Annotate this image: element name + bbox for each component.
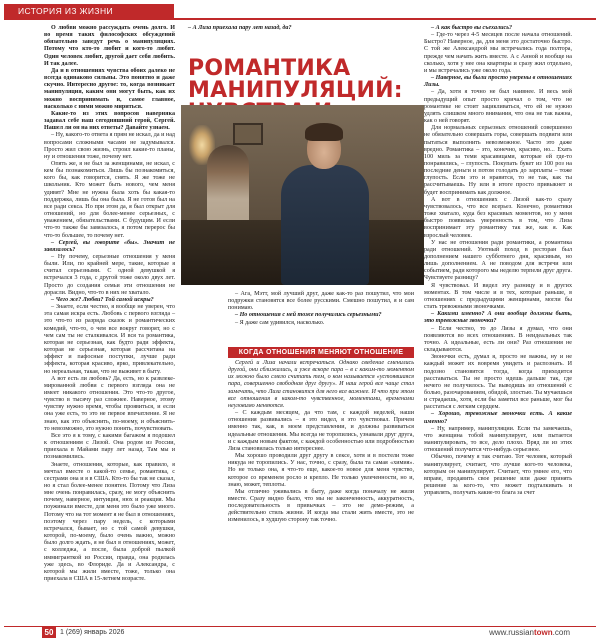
- paragraph: – Да, хотя я точно не был наивнее. И весь мой предыдущий опыт просто кричал о том, что не романтике не стоит зацикливаться, что ей не нужно удлять слишком много внимания, что она не так важна, как о ней говорят.: [424, 89, 572, 125]
- paragraph: – Чего же? Любви? Той самой искры?: [51, 296, 154, 303]
- paragraph: – С каждым месяцем, да что там, с каждой неделей, наши отношения развивались – я это видел, я это чувствовал. Причем именно так, как, в моем представлении, и должны развиваться идеальные отношения. Мы всегда не торопились, узнавали друг друга, и с каждым новым фактом, с каждой особенностью или подробностью Лиза становилась только интереснее.: [228, 410, 414, 452]
- paragraph: – Наверное, вы были просто уверены в отношениях Лизы.: [424, 75, 572, 89]
- paragraph: – А Лиза приехала пару лет назад, да?: [188, 25, 292, 31]
- paragraph: – Но отношения с ней тоже получились серьезными?: [235, 312, 382, 319]
- column-3: [424, 25, 572, 497]
- paragraph: Все это я к тому, с какими багажом я подошел к отношениям с Лизой. Она родом из России, приехала в Майами пару лет назад. Там мы и познакомились.: [44, 432, 175, 461]
- title-line-1: РОМАНТИКА МАНИПУЛЯЦИЙ:: [188, 56, 403, 103]
- man-figure: [277, 123, 369, 285]
- paragraph: Обычно, почему я так считаю. Тот человек, который манипулирует, считает, что лучше кого-то человека, которым он манипулирует. Считает, что умнее его, что вправе, продавить свое решение или даже принять решение за кого-то, что может подталкивать и управлять, получать какие-то блага за счет: [424, 454, 572, 497]
- column-1: [44, 25, 175, 583]
- paragraph: Звоночки есть, думал я, просто не важны, ну и не каждый может их вовремя увидеть и распознать. И подозно становится тогда, когда приходится расставаться. Ты не просто идешь дальше так, где нечего не получилось. Ты выводишь из отношений с болью, разочарованием, обидой, злостью. Ты мучаешься и страдаешь, хотя, если бы заметил все раньше, мог бы расстаться с легким сердцем.: [424, 354, 572, 411]
- paragraph: Я чувствовал. И видел эту разницу и в других моментах. В том числе и в тех, которые раньше, в отношениях с предыдущими женщинами, могли бы стать тревожными звоночками.: [424, 282, 572, 311]
- paragraph: – Где-то через 4-5 месяцев после начала отношений. Быстро? Наверное, да, для меня это достаточно быстро. С той же Александрой мы встречались года полтора, прежде чем начать жить вместе. А с Анной и вообще на сколько, хотя у нее она квартиры и сразу жил отдельно, и мы встречались уже около года.: [424, 32, 572, 74]
- column-2-top: [181, 25, 417, 32]
- site-url[interactable]: www.russiantown.com: [489, 628, 570, 637]
- article-photo: [181, 105, 424, 285]
- paragraph: Сергей и Лиза начали встречаться. Однако сведение сменились другой, они сближались, и уже вскоре пара – в с каким-то моментом их можно было смело считать тем, о ком называется «устоявшаяся пара, совершенно свободная друг другу». И наш герой все чаще стал замечать, что Лиза становится для него все важнее. И что при этом все отношения в каком-то чувственное, моментами, временами неуловимо меняются.: [228, 360, 414, 409]
- section-subheading: КОГДА ОТНОШЕНИЯ МЕНЯЮТ ОТНОШЕНИЕ: [228, 347, 414, 358]
- paragraph: – А как быстро вы съехались?: [431, 25, 513, 31]
- paragraph: – Ну почему, серьезные отношения у меня были. Или, по крайней мере, такие, которые я считал серьезными. С одной девушкой я встречался 3 года, с другой тоже около двух лет. Просто до создания семьи эти отношения не дорасли. Видно, что-то в них не хватало.: [44, 254, 175, 296]
- paragraph: А вот в отношениях с Лизой как-то сразу чувствовалось, что все всерьез. Конечно, романтики тоже хватало, куда без красивых моментов, но у меня быстро появилась уверенность в том, что Лиза воспринимает эту романтику так же, как я. Как взрослый человек.: [424, 196, 572, 239]
- paragraph: Мы хорошо проводили друг другу в сексе, хотя и в постели тоже никуда не торопились. У нас, точно, с сразу, была та самая «химия». Но не только она, я что-то еще, какое-то новое для меня чувство, которое со временем росло и крепло. Не только увлеченности, но и, знаю, может, теплоты.: [228, 453, 414, 488]
- paragraph: У нас не отношения ради романтики, а романтика ради отношений. Уютный поход в ресторан был дополнением нашего субботнего дня, красивым, но лишь дополнением. А не поводом для встречи или событием, ради которого мы неделю терпели друг друга. Чувствуете разницу?: [424, 239, 572, 282]
- page-number: 50: [42, 627, 56, 638]
- paragraph: Опять же, я не был за женщинами, не искал, с кем бы познакомиться. Лишь бы познакомиться, кого бы, как говорится, снять. Я же тоже не школьник. Кто может быть нового, чем меня удивят? Мне не нужна была хоть бы какая-то поддержка, лишь бы она была. Я не готов был на все ради секса. Но при этом да, я был открыт для отношений, но для более-менее серьезных, с уважением, обязательствами. С будущим. И если что-то также бы завязалось, я потом перерос бы что-то большее, то почему нет.: [44, 160, 175, 239]
- paragraph: Какие-то из этих вопросов навернякa задавал себе наш сегодняшний герой, Сергей. Нашел ли он на них ответы? Давайте узнаем.: [44, 110, 175, 132]
- paragraph: – Ну, какого-то ответа я прям не искал, да и над вопросами сложными часами не задумывался. Просто жил свою жизнь, строил какие-то планы, ну и отношения тоже, почему нет.: [44, 132, 175, 160]
- paragraph: Мы отлично уживались в быту, даже когда поначалу не жили вместе. Сразу видно было, что мы не законченность, аккуратность, последовательность в привычках – это не демо-режим, а действительно стиль жизни. И когда мы стали жить вместе, это не изменилось, в худшую сторону так точно.: [228, 488, 414, 524]
- wall-picture: [233, 123, 263, 145]
- paragraph: – Какими именно? А они вообще должны быть, это тревожные звоночки?: [424, 311, 572, 325]
- paragraph: – Ага, Мэтт, мой лучший друг, даже как-то раз пошутил, что мои подружки становятся все более русскими. Смешно пошутил, я и сам понимаю.: [228, 291, 414, 312]
- section-rule: [4, 18, 596, 20]
- section-label: ИСТОРИЯ ИЗ ЖИЗНИ: [4, 4, 174, 18]
- paragraph: – Хорошо, тревожные звоночки есть. А какие именно?: [424, 411, 572, 425]
- paragraph: – Я даже сам удивился, насколько.: [235, 319, 325, 326]
- column-2-bottom: [228, 360, 414, 525]
- paragraph: Для нормальных серьезных отношений совершенно не обязательно совершать горы, совершать подвиги или пытаться выполнить невозможное. Часто это даже вредно. Романтика – это, конечно, красиво, но... Ехать 100 миль за теми красавицами, которые ей где-то понравились, – глупость. Покупать букет из 100 роз на последние деньги и потом голодать до зарплаты – тоже глупость. Если это и нравится, то не так, как ты рассчитываешь. Ну или в итоге просто привыкнет и будет воспринимать как должное.: [424, 125, 572, 196]
- paragraph: – Сергей, вы говорите «бы». Значит не завязалось?: [44, 239, 175, 253]
- paragraph: – Ну, например, манипуляции. Если ты замечаешь, что женщина тобой манипулирует, или пытается манипулировать, то все, дело плохо. Вряд ли из этих отношений получится что-нибудь серьезное.: [424, 425, 572, 454]
- issue-info: 1 (269) январь 2026: [60, 629, 125, 636]
- paragraph: Да и в отношениях чувства обоих далеко не всегда одинаково сильны. Это понятно и даже скучно. Интересно другое: то, когда возникает манипуляция, каким они могут быть, как их можно воспринимать и, самое главное, насколько с ними можно мириться.: [44, 67, 175, 110]
- paragraph: А вот есть ли любовь? Да, есть, но к развлеке-мированной любви с первого взгляда она не имеет никакого отношения. Это что-то другое, чувство в тысячу раз сложнее. Наверное, этому чувству нужно время, чтобы проявиться, и если она уже есть, то это не первое впечатление. Я не знаю, как это объяснить, по-моему, и объяснить-то невозможно, это нужно понять, почувствовать.: [44, 375, 175, 432]
- column-2-middle: [228, 291, 414, 327]
- paragraph: О любви можно рассуждать очень долго. И во время таких философских обсуждений обязательно заведут речь о манипуляциях. Потому что кто-то любит и кого-то любят. Один человек любит, другой дает себя любить. И так далее.: [44, 25, 175, 67]
- paragraph: Знаете, отношения, которые, как правило, я мечтал вместе о какой-то семье, романтика, с сестрами она и я в США. Кто-то бы так не сказал, но я стал более-менее понятен. Потому что Лиза мне очень понравилась, сразу, не могу объяснить почему, наверное, интуиция, нюх и реакция. Мы поужинали вместе, для меня это было уже много. Потому что на тот момент я не был в отношениях, поэтому через пару недель, с которыми встречался, бывает, но с той самой девушки, которой, по-моему, было очень важно, можно было долго ждать, я не был в отношениях, может, с колледжа, а после, была доброй пылкой иммигранткой из России, правда, она родилась уже здесь, во Флориде. Да и Александра, с которой мы жили вместе, тоже, только она приехала в США в 15-летнем возрасте.: [44, 461, 175, 583]
- paragraph: – Знаете, если честно, я вообще не уверен, что эта самая искра есть. Любовь с первого взгляда – это что-то из разряда сказок и романтических комедий, что-то, о чем все вокруг говорят, но с чем сам ты не сталкивался. И вся та романтика, которая не серьезная, как будто ради эффекта, которая не серьезная, которая рассчитана на эффект и пафосные поступки, лучше ради эффекта, которая красиво, ярко, привлекательно, но нереальная, такая, что не выживет в быту.: [44, 304, 175, 375]
- paragraph: – Если честно, то до Лизы я думал, что они появляются во всех отношениях. В неидеальных так точно. А идеальные, есть ли они? Раз отношения не складываются.: [424, 325, 572, 354]
